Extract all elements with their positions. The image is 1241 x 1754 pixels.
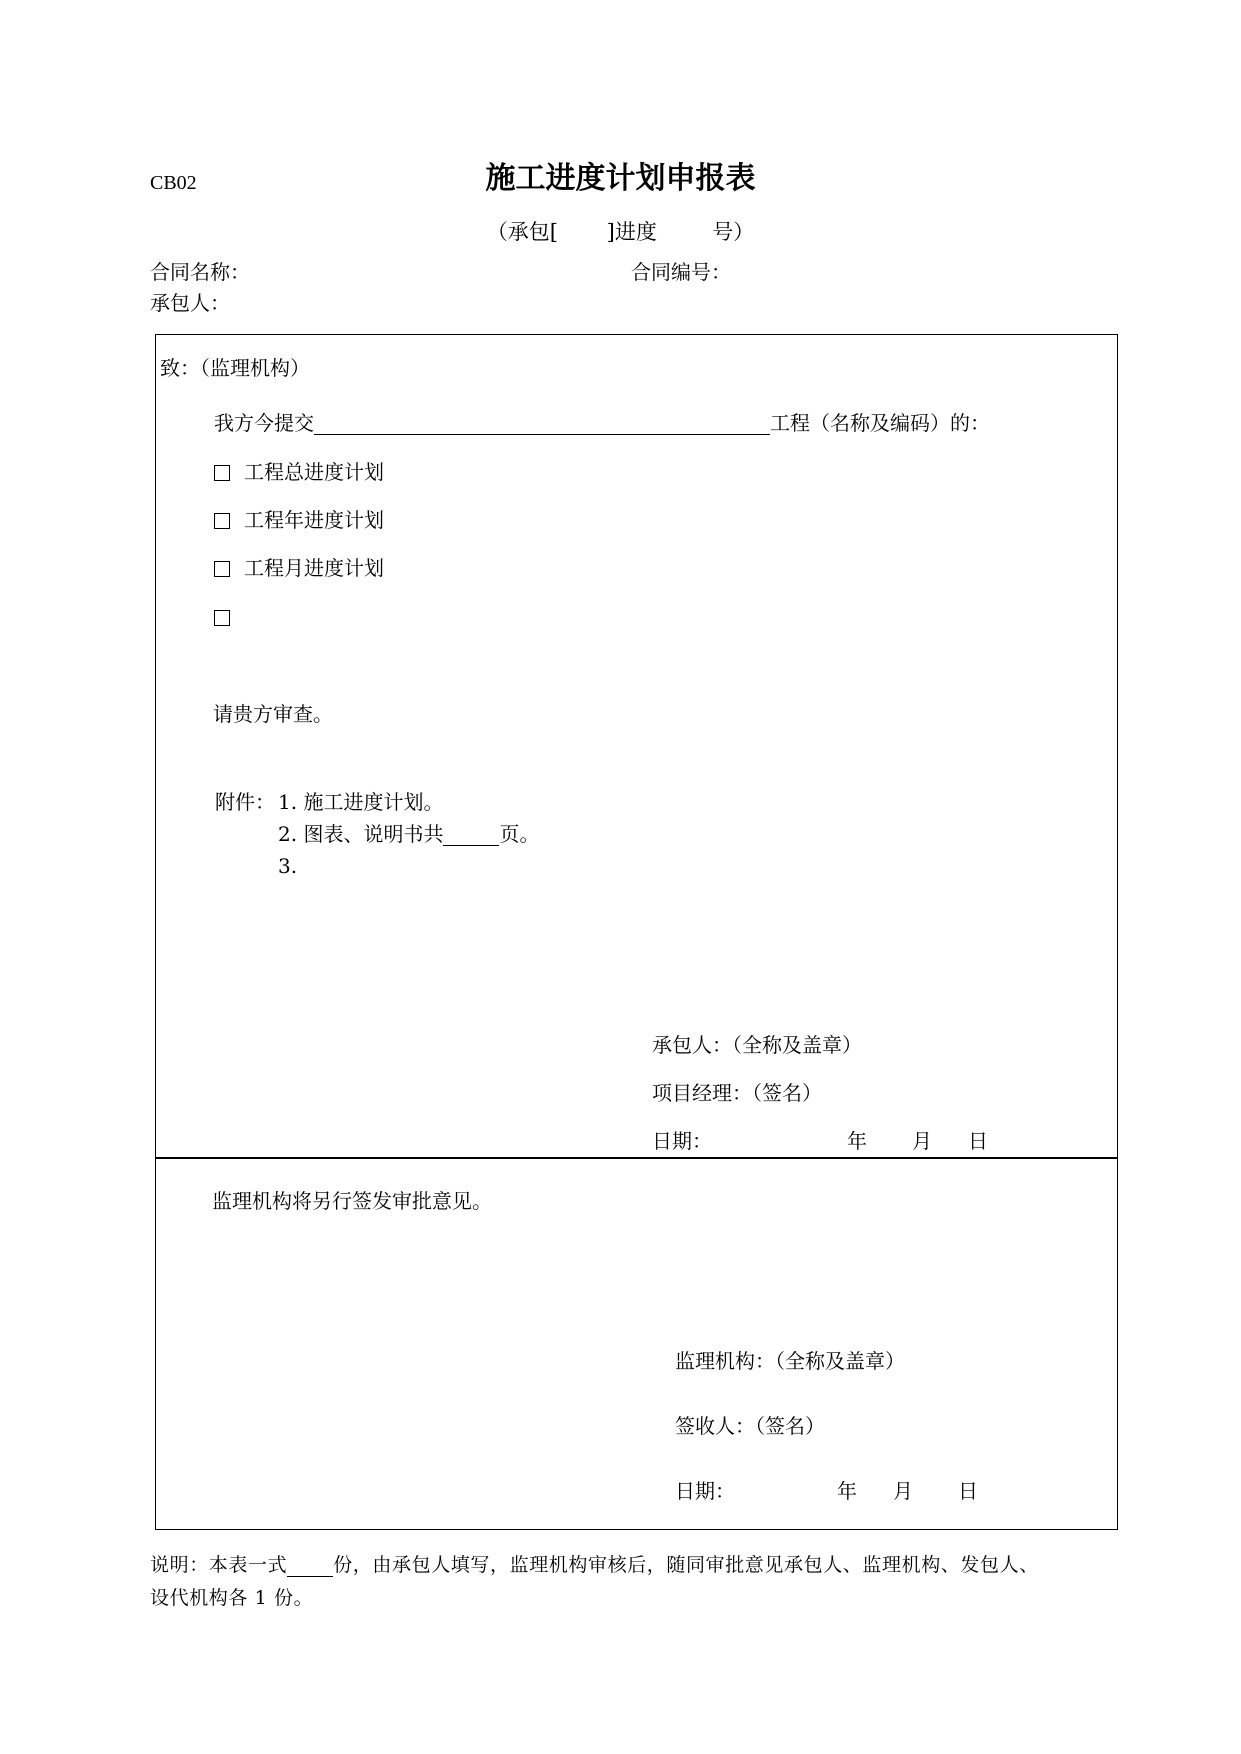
- submission-section: [155, 334, 1118, 1159]
- contract-name-label: 合同名称：: [150, 260, 250, 284]
- review-request: 请贵方审查。: [213, 702, 333, 726]
- form-code: CB02: [150, 172, 197, 194]
- footer-prefix: 说明：本表一式: [150, 1554, 288, 1576]
- option-monthly-plan[interactable]: [214, 556, 384, 580]
- attachment-1: 1. 施工进度计划。: [278, 790, 444, 814]
- attachment-2: [278, 822, 539, 846]
- option-total-plan[interactable]: [214, 460, 384, 484]
- month-label: 月: [912, 1129, 932, 1153]
- attachments-label: 附件：: [215, 790, 275, 814]
- submit-suffix: 工程（名称及编码）的：: [770, 411, 990, 435]
- attachment-2-suffix: 页。: [499, 822, 540, 846]
- month-label: 月: [893, 1479, 913, 1503]
- page-title: 施工进度计划申报表: [485, 161, 756, 196]
- contract-no-label: 合同编号：: [631, 260, 731, 284]
- option-label: 工程年进度计划: [244, 508, 384, 532]
- submit-line: [214, 411, 990, 435]
- day-label: 日: [968, 1129, 988, 1153]
- form-number-line: （承包[ ]进度 号）: [486, 220, 755, 244]
- supervisor-signature-label: 监理机构：（全称及盖章）: [675, 1349, 905, 1373]
- supervisor-note: 监理机构将另行签发审批意见。: [212, 1189, 492, 1213]
- footer-note-line1: [150, 1553, 1039, 1577]
- date-label: 日期：: [652, 1129, 712, 1153]
- option-label: 工程月进度计划: [244, 556, 384, 580]
- option-annual-plan[interactable]: [214, 508, 384, 532]
- option-label: 工程总进度计划: [244, 460, 384, 484]
- day-label: 日: [958, 1479, 978, 1503]
- year-label: 年: [837, 1479, 857, 1503]
- project-name-blank[interactable]: [314, 412, 770, 435]
- attachment-3: 3.: [278, 854, 298, 878]
- year-label: 年: [847, 1129, 867, 1153]
- option-other[interactable]: [214, 605, 244, 629]
- date-label: 日期：: [675, 1479, 735, 1503]
- page-count-blank[interactable]: [443, 823, 499, 846]
- footer-note-line2: 设代机构各 1 份。: [150, 1587, 314, 1609]
- checkbox-annual-plan[interactable]: [214, 513, 230, 529]
- receiver-signature-label: 签收人：（签名）: [675, 1414, 825, 1438]
- attachment-2-prefix: 2. 图表、说明书共: [278, 822, 444, 846]
- submit-prefix: 我方今提交: [214, 411, 314, 435]
- contractor-signature-label: 承包人：（全称及盖章）: [652, 1033, 862, 1057]
- manager-signature-label: 项目经理：（签名）: [652, 1081, 822, 1105]
- checkbox-other[interactable]: [214, 610, 230, 626]
- copies-blank[interactable]: [287, 1555, 333, 1577]
- contractor-label: 承包人：: [150, 291, 230, 315]
- footer-suffix: 份，由承包人填写，监理机构审核后，随同审批意见承包人、监理机构、发包人、: [333, 1554, 1039, 1576]
- checkbox-total-plan[interactable]: [214, 465, 230, 481]
- addressee-label: 致：（监理机构）: [160, 356, 310, 380]
- checkbox-monthly-plan[interactable]: [214, 561, 230, 577]
